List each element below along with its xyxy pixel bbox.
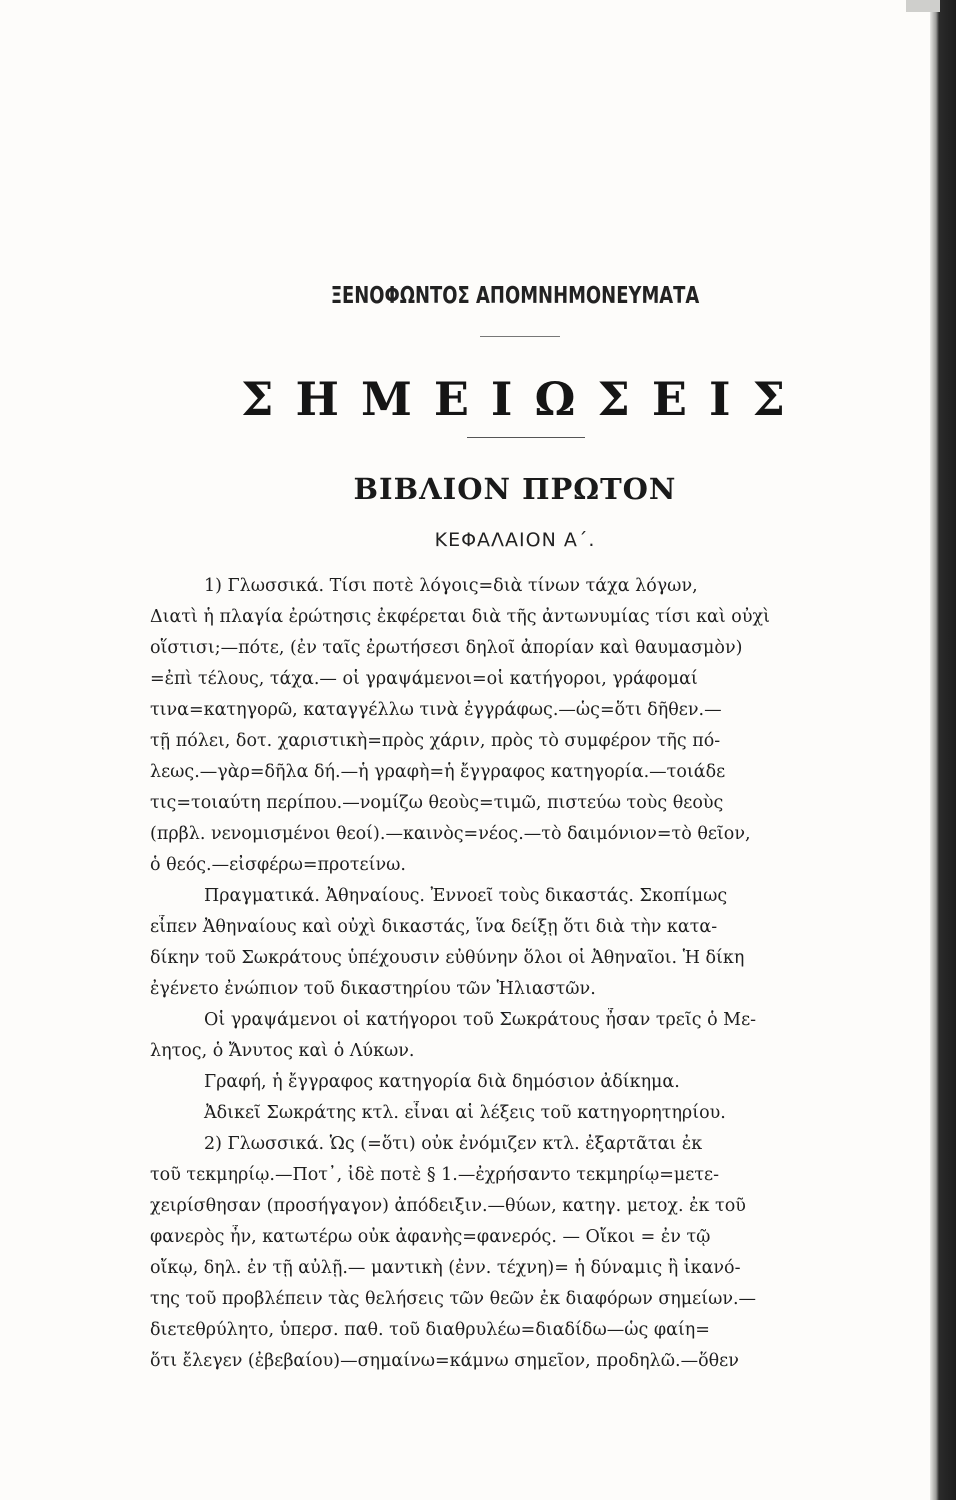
- title-rule: [467, 437, 585, 438]
- text-line: της τοῦ προβλέπειν τὰς θελήσεις τῶν θεῶν ἐκ διαφόρων σημείων.—: [150, 1289, 757, 1309]
- text-line: δίκην τοῦ Σωκράτους ὑπέχουσιν εὐθύνην ὅλοι οἱ Ἀθηναῖοι. Ἡ δίκη: [150, 948, 745, 968]
- page-edge: [930, 0, 956, 1500]
- text-line: λητος, ὁ Ἄνυτος καὶ ὁ Λύκων.: [150, 1041, 415, 1061]
- text-line: λεως.—γὰρ=δῆλα δή.—ἡ γραφὴ=ἡ ἔγγραφος κατηγορία.—τοιάδε: [150, 762, 726, 782]
- chapter-heading: ΚΕΦΑΛΑΙΟΝ Α΄.: [434, 529, 596, 551]
- text-line: οἵστισι;—πότε, (ἐν ταῖς ἐρωτήσεσι δηλοῖ ἀπορίαν καὶ θαυμασμὸν): [150, 638, 743, 658]
- text-line: ὁ θεός.—εἰσφέρω=προτείνω.: [150, 855, 406, 875]
- running-header: ΞΕΝΟΦΩΝΤΟΣ ΑΠΟΜΝΗΜΟΝΕΥΜΑΤΑ: [330, 283, 700, 309]
- text-line: τις=τοιαύτη περίπου.—νομίζω θεοὺς=τιμῶ, πιστεύω τοὺς θεοὺς: [150, 793, 724, 813]
- text-line: χειρίσθησαν (προσήγαγον) ἀπόδειξιν.—θύων, κατηγ. μετοχ. ἐκ τοῦ: [150, 1196, 746, 1216]
- text-line: φανερὸς ἦν, κατωτέρω οὐκ ἀφανὴς=φανερός. — Οἴκοι = ἐν τῷ: [150, 1227, 711, 1247]
- text-line: Ἀδικεῖ Σωκράτης κτλ. εἶναι αἱ λέξεις τοῦ κατηγορητηρίου.: [204, 1103, 726, 1123]
- text-line: Οἱ γραψάμενοι οἱ κατήγοροι τοῦ Σωκράτους ἦσαν τρεῖς ὁ Με-: [204, 1010, 757, 1030]
- text-line: ἐγένετο ἐνώπιον τοῦ δικαστηρίου τῶν Ἡλιαστῶν.: [150, 979, 596, 999]
- header-rule: [480, 336, 560, 337]
- text-line: τινα=κατηγορῶ, καταγγέλλω τινὰ ἐγγράφως.—ὡς=ὅτι δῆθεν.—: [150, 700, 722, 720]
- text-line: 2) Γλωσσικά. Ὡς (=ὅτι) οὐκ ἐνόμιζεν κτλ. ἐξαρτᾶται ἐκ: [204, 1134, 703, 1154]
- book-heading: ΒΙΒΛΙΟΝ ΠΡΩΤΟΝ: [353, 472, 677, 506]
- text-line: διετεθρύλητο, ὑπερσ. παθ. τοῦ διαθρυλέω=διαδίδω—ὡς φαίη=: [150, 1320, 710, 1340]
- text-line: τοῦ τεκμηρίῳ.—Ποτ᾽, ἰδὲ ποτὲ § 1.—ἐχρήσαντο τεκμηρίῳ=μετε-: [150, 1165, 720, 1185]
- text-line: Γραφή, ἡ ἔγγραφος κατηγορία διὰ δημόσιον ἀδίκημα.: [204, 1072, 680, 1092]
- text-line: 1) Γλωσσικά. Τίσι ποτὲ λόγοις=διὰ τίνων τάχα λόγων,: [204, 576, 698, 596]
- page-title: ΣΗΜΕΙΩΣΕΙΣ: [240, 372, 808, 426]
- text-line: Διατὶ ἡ πλαγία ἐρώτησις ἐκφέρεται διὰ τῆς ἀντωνυμίας τίσι καὶ οὐχὶ: [150, 607, 770, 627]
- text-line: τῇ πόλει, δοτ. χαριστικὴ=πρὸς χάριν, πρὸς τὸ συμφέρον τῆς πό-: [150, 731, 721, 751]
- text-line: εἶπεν Ἀθηναίους καὶ οὐχὶ δικαστάς, ἵνα δείξῃ ὅτι διὰ τὴν κατα-: [150, 917, 718, 937]
- text-line: Πραγματικά. Ἀθηναίους. Ἐννοεῖ τοὺς δικαστάς. Σκοπίμως: [204, 886, 728, 906]
- page-edge-top: [906, 0, 940, 12]
- text-line: (πρβλ. νενομισμένοι θεοί).—καινὸς=νέος.—τὸ δαιμόνιον=τὸ θεῖον,: [150, 824, 751, 844]
- text-line: =ἐπὶ τέλους, τάχα.— οἱ γραψάμενοι=οἱ κατήγοροι, γράφομαί: [150, 669, 698, 689]
- text-line: οἴκῳ, δηλ. ἐν τῇ αὐλῇ.— μαντικὴ (ἐνν. τέχνη)= ἡ δύναμις ἢ ἱκανό-: [150, 1258, 741, 1278]
- text-line: ὅτι ἔλεγεν (ἐβεβαίου)—σημαίνω=κάμνω σημεῖον, προδηλῶ.—ὅθεν: [150, 1351, 739, 1371]
